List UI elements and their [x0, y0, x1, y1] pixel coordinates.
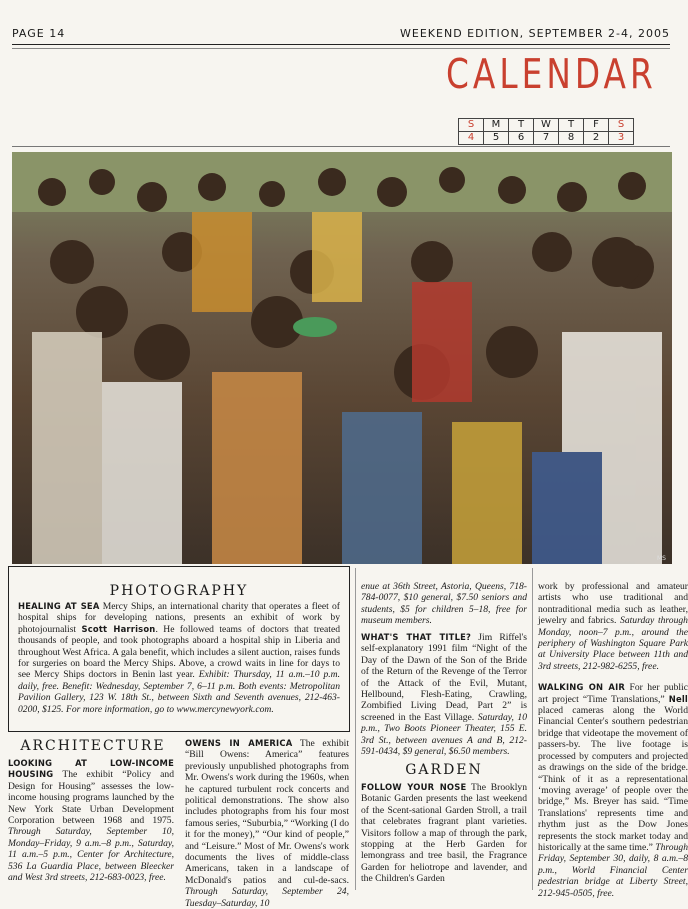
day-letter: S	[609, 119, 634, 132]
title-film-details: Saturday, 10 p.m., Two Boots Pioneer Theater, 155 E. 3rd St., between avenues A and B, 212-591-0434, $9 general, $6.50 members.	[361, 711, 527, 758]
column-rule	[532, 568, 533, 890]
title-film-lead: WHAT'S THAT TITLE?	[361, 632, 472, 642]
walking-body-a: For her public art project “Time Translations,”	[538, 682, 688, 705]
photography-lead: HEALING AT SEA	[18, 601, 100, 611]
week-day-grid	[458, 118, 634, 145]
crowd-illustration	[12, 152, 672, 564]
photography-box	[8, 566, 350, 732]
day-date: 5	[484, 132, 509, 145]
garden-body: The Brooklyn Botanic Garden presents the last weekend of the Scent-sational Garden Stroll, a trail that celebrates fragrant plant varieties. Visitors follow a map of through the park, stopping at the Herb Garden for lemongrass and tree basil, the Fragrance Garden for heliotrope and lavender, and the Children's Garden	[361, 782, 527, 885]
walking-details: Through Friday, September 30, daily, 8 a.m.–8 p.m., World Financial Center pedestrian bridge at Liberty Street, 212-945-0505, free.	[538, 841, 688, 899]
day-letter: M	[484, 119, 509, 132]
edition-date: WEEKEND EDITION, SEPTEMBER 2-4, 2005	[400, 27, 670, 40]
owens-body: The exhibit “Bill Owens: America” features previously unpublished photographs from Mr. Owens's work during the 1960s, when he captured turbulent rock concerts and political demonstrations. The show also includes photographs from his four most famous series, “Suburbia,” “Working (I do it for the money),” “Our kind of people,” and “Leisure.” Most of Mr. Owens's work documents the lives of middle-class Americans, taken in a landscape of McDonald's patios and cul-de-sacs.	[185, 738, 349, 886]
architecture-body: The exhibit “Policy and Design for Housing” assesses the low-income housing programs launched by the New York State Urban Development Corporation between 1968 and 1975.	[8, 769, 174, 827]
museum-details: enue at 36th Street, Astoria, Queens, 718-784-0077, $10 general, $7.50 seniors and students, $5 for children 5–18, free for museum members.	[361, 581, 527, 627]
garden-lead: FOLLOW YOUR NOSE	[361, 782, 467, 792]
walking-body-b: placed cameras along the World Financial Center's southern pedestrian bridge that videotape the movement of passers-by. The live footage is processed by computers and projected as drawings on the side of the bridge. “Think of it as a representational ‘moving average’ of people over the bridge,” Ms. Breyer has said. “Time Translations' represents time and rhythm just as the Dow Jones represents the stock market today and historically at the same time.”	[538, 705, 688, 853]
photography-heading: PHOTOGRAPHY	[109, 583, 249, 599]
owens-text	[185, 738, 349, 909]
crowd-photo	[12, 152, 672, 564]
photography-body-a: Mercy Ships, an international charity that operates a fleet of hospital ships for developing nations, presents an exhibit of work by photojournalist	[18, 601, 340, 635]
day-date: 2	[584, 132, 609, 145]
header-rule	[12, 48, 670, 49]
day-date: 6	[509, 132, 534, 145]
right-top-details: Saturday through Monday, noon–7 p.m., around the periphery of Washington Square Park at University Place between 11th and 3rd streets, 212-982-6255, free.	[538, 615, 688, 672]
day-letter: S	[459, 119, 484, 132]
title-film-text	[361, 632, 527, 758]
garden-text	[361, 782, 527, 890]
garden-heading: GARDEN	[405, 762, 483, 778]
day-date: 4	[459, 132, 484, 145]
calendar-title: CALENDAR	[446, 50, 657, 98]
column-rule	[355, 568, 356, 890]
page-header	[12, 24, 670, 45]
owens-details: Through Saturday, September 24, Tuesday–Saturday, 10	[185, 886, 349, 909]
architecture-lead: LOOKING AT LOW-INCOME HOUSING	[8, 758, 174, 780]
photographer-name: Scott Harrison	[81, 623, 156, 634]
walking-lead: WALKING ON AIR	[538, 682, 626, 693]
right-top-body: work by professional and amateur artists who use traditional and nontraditional media such as leather, jewelry and fabrics.	[538, 581, 688, 627]
photography-details: Exhibit: Thursday, 11 a.m.–10 p.m. daily, free. Benefit: Wednesday, September 7, 6–11 p.m. Both events: Metropolitan Pavilion Gallery, 123 W. 18th St., between Sixth and Seventh avenues, 212-463-0200, $125. For more information, go to www.mercynewyork.com.	[18, 669, 340, 715]
day-letter: F	[584, 119, 609, 132]
photography-body-b: . He followed teams of doctors that treated thousands of people, and took photographs aboard a hospital ship in Liberia and throughout West Africa. A gala benefit, which includes a silent auction, raises funds for surgeries on board the Mercy Ships. Above, a crowd waits in line for days to see Mercy Ships doctors in Benin last year.	[18, 623, 341, 681]
page-number: PAGE 14	[12, 27, 66, 40]
architecture-text	[8, 758, 174, 882]
museum-details-text	[361, 581, 527, 629]
day-date: 7	[534, 132, 559, 145]
day-date: 3	[609, 132, 634, 145]
day-letter: T	[559, 119, 584, 132]
photography-text	[18, 601, 340, 727]
photo-credit: MS	[657, 555, 666, 562]
day-date: 8	[559, 132, 584, 145]
architecture-heading: ARCHITECTURE	[20, 738, 166, 754]
right-column-text	[538, 581, 688, 899]
day-letter: W	[534, 119, 559, 132]
title-film-body: Jim Riffel's self-explanatory 1991 film “Night of the Day of the Dawn of the Son of the Bride of the Return of the Revenge of the Terror of the Attack of the Evil, Mutant, Hellbound, Flesh-Eating, Crawling, Zombified Living Dead, Part 2” is screened in the East Village.	[361, 632, 527, 723]
calendar-rule	[12, 146, 670, 147]
artist-name: Nell	[668, 693, 688, 704]
day-letter: T	[509, 119, 534, 132]
owens-lead: OWENS IN AMERICA	[185, 738, 293, 748]
right-column-clip	[538, 581, 688, 899]
architecture-details: Through Saturday, September 10, Monday–Friday, 9 a.m.–8 p.m., Saturday, 11 a.m.–5 p.m., Center for Architecture, 536 La Guardia Place, between Bleecker and West 3rd streets, 212-683-0023, free.	[8, 826, 174, 884]
